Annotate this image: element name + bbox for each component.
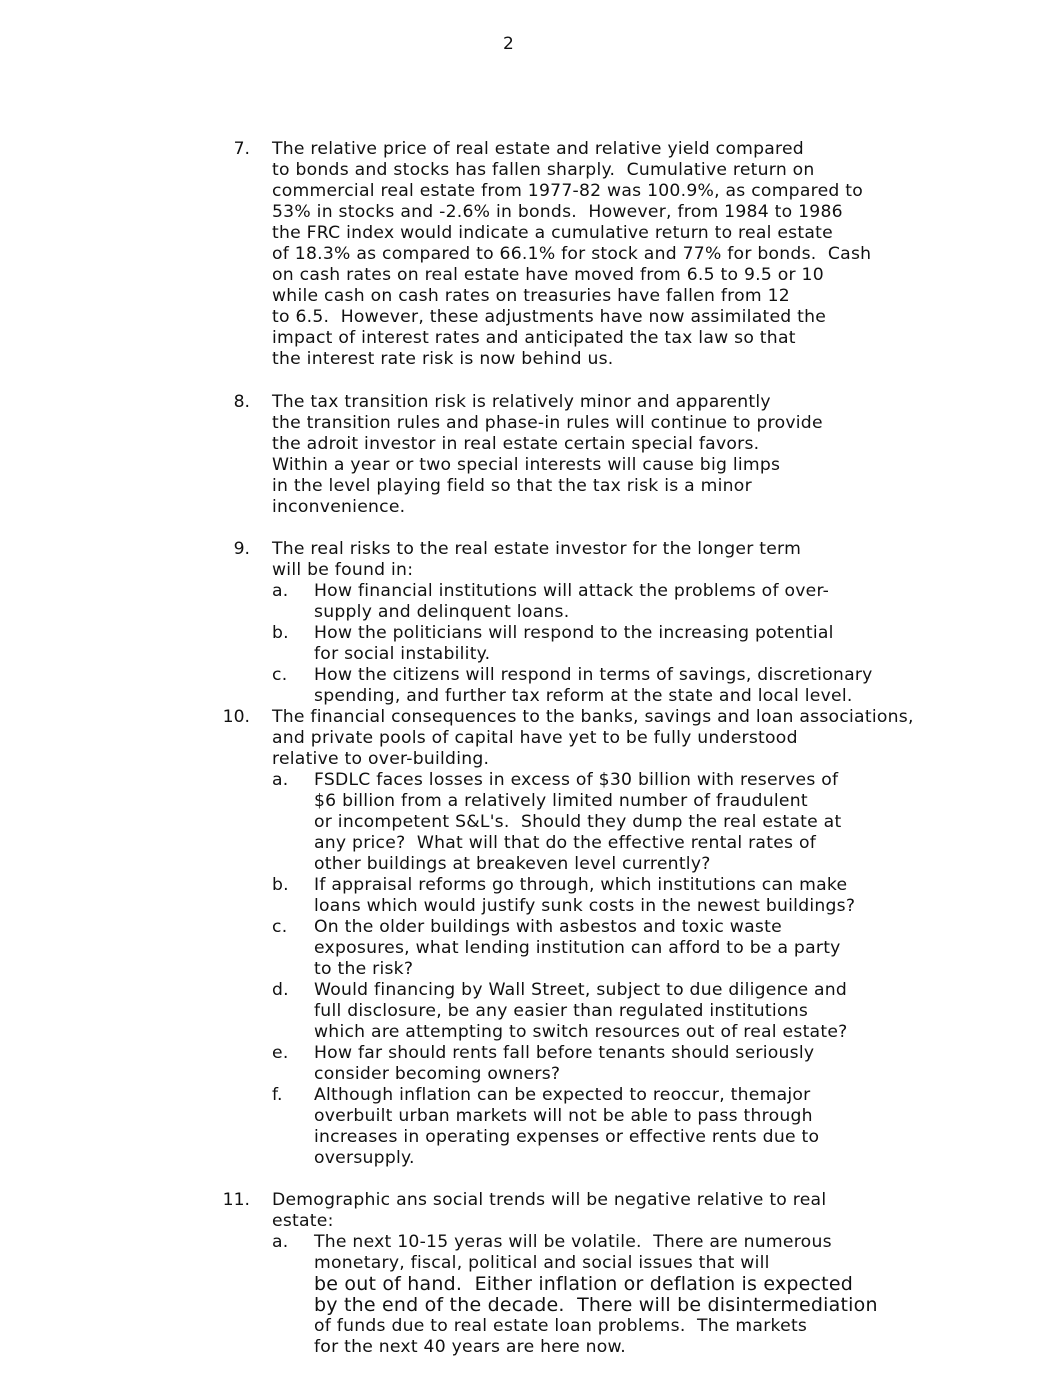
item-number: 10. bbox=[222, 707, 250, 727]
item-text-line: and private pools of capital have yet to be fully understood bbox=[272, 728, 798, 748]
subitem-text-line: overbuilt urban markets will not be able to pass through bbox=[314, 1106, 813, 1126]
item-number: 9. bbox=[233, 539, 250, 559]
subitem-text-line: exposures, what lending institution can afford to be a party bbox=[314, 938, 841, 958]
item-text-line: of 18.3% as compared to 66.1% for stock and 77% for bonds. Cash bbox=[272, 244, 872, 264]
subitem-text-line: any price? What will that do the effective rental rates of bbox=[314, 833, 817, 853]
subitem-text-line: If appraisal reforms go through, which institutions can make bbox=[314, 875, 848, 895]
subitem-text-line: other buildings at breakeven level currently? bbox=[314, 854, 711, 874]
subitem-letter: c. bbox=[272, 665, 288, 685]
subitem-text-line: Although inflation can be expected to reoccur, themajor bbox=[314, 1085, 811, 1105]
item-text-line: The financial consequences to the banks, savings and loan associations, bbox=[272, 707, 914, 727]
item-text-line: in the level playing field so that the tax risk is a minor bbox=[272, 476, 752, 496]
subitem-text-line: How financial institutions will attack the problems of over- bbox=[314, 581, 830, 601]
subitem-letter: f. bbox=[272, 1085, 283, 1105]
item-number: 7. bbox=[233, 139, 250, 159]
item-text-line: commercial real estate from 1977-82 was 100.9%, as compared to bbox=[272, 181, 864, 201]
subitem-text-line: On the older buildings with asbestos and toxic waste bbox=[314, 917, 782, 937]
item-text-line: Within a year or two special interests will cause big limps bbox=[272, 455, 781, 475]
subitem-text-line: be out of hand. Either inflation or deflation is expected bbox=[314, 1273, 853, 1295]
item-text-line: to 6.5. However, these adjustments have now assimilated the bbox=[272, 307, 827, 327]
subitem-text-line: of funds due to real estate loan problems. The markets bbox=[314, 1316, 808, 1336]
subitem-text-line: oversupply. bbox=[314, 1148, 415, 1168]
item-text-line: 53% in stocks and -2.6% in bonds. However, from 1984 to 1986 bbox=[272, 202, 843, 222]
subitem-letter: c. bbox=[272, 917, 288, 937]
subitem-text-line: consider becoming owners? bbox=[314, 1064, 561, 1084]
subitem-text-line: The next 10-15 yeras will be volatile. There are numerous bbox=[314, 1232, 832, 1252]
item-text-line: the adroit investor in real estate certain special favors. bbox=[272, 434, 760, 454]
subitem-letter: d. bbox=[272, 980, 289, 1000]
subitem-text-line: to the risk? bbox=[314, 959, 414, 979]
subitem-text-line: FSDLC faces losses in excess of $30 billion with reserves of bbox=[314, 770, 839, 790]
subitem-letter: b. bbox=[272, 875, 289, 895]
subitem-letter: a. bbox=[272, 1232, 289, 1252]
item-text-line: The real risks to the real estate investor for the longer term bbox=[272, 539, 802, 559]
subitem-text-line: supply and delinquent loans. bbox=[314, 602, 570, 622]
subitem-text-line: full disclosure, be any easier than regulated institutions bbox=[314, 1001, 809, 1021]
subitem-letter: b. bbox=[272, 623, 289, 643]
page-number: 2 bbox=[503, 34, 514, 54]
item-text-line: the transition rules and phase-in rules will continue to provide bbox=[272, 413, 823, 433]
item-text-line: The relative price of real estate and relative yield compared bbox=[272, 139, 804, 159]
subitem-text-line: for the next 40 years are here now. bbox=[314, 1337, 626, 1357]
item-number: 11. bbox=[222, 1190, 250, 1210]
subitem-text-line: How the citizens will respond in terms of savings, discretionary bbox=[314, 665, 873, 685]
item-text-line: inconvenience. bbox=[272, 497, 406, 517]
item-text-line: the FRC index would indicate a cumulative return to real estate bbox=[272, 223, 833, 243]
subitem-letter: e. bbox=[272, 1043, 289, 1063]
item-text-line: while cash on cash rates on treasuries have fallen from 12 bbox=[272, 286, 790, 306]
item-text-line: relative to over-building. bbox=[272, 749, 490, 769]
subitem-text-line: by the end of the decade. There will be disintermediation bbox=[314, 1294, 878, 1316]
item-text-line: on cash rates on real estate have moved from 6.5 to 9.5 or 10 bbox=[272, 265, 824, 285]
subitem-text-line: $6 billion from a relatively limited number of fraudulent bbox=[314, 791, 808, 811]
item-text-line: to bonds and stocks has fallen sharply. Cumulative return on bbox=[272, 160, 815, 180]
item-text-line: the interest rate risk is now behind us. bbox=[272, 349, 614, 369]
subitem-text-line: monetary, fiscal, political and social issues that will bbox=[314, 1253, 770, 1273]
item-number: 8. bbox=[233, 392, 250, 412]
subitem-text-line: loans which would justify sunk costs in the newest buildings? bbox=[314, 896, 856, 916]
subitem-text-line: for social instability. bbox=[314, 644, 491, 664]
item-text-line: impact of interest rates and anticipated the tax law so that bbox=[272, 328, 796, 348]
item-text-line: estate: bbox=[272, 1211, 334, 1231]
subitem-text-line: How far should rents fall before tenants should seriously bbox=[314, 1043, 815, 1063]
item-text-line: Demographic ans social trends will be negative relative to real bbox=[272, 1190, 827, 1210]
item-text-line: will be found in: bbox=[272, 560, 414, 580]
subitem-text-line: How the politicians will respond to the increasing potential bbox=[314, 623, 834, 643]
item-text-line: The tax transition risk is relatively minor and apparently bbox=[272, 392, 771, 412]
subitem-text-line: increases in operating expenses or effective rents due to bbox=[314, 1127, 820, 1147]
subitem-letter: a. bbox=[272, 770, 289, 790]
subitem-text-line: or incompetent S&L's. Should they dump the real estate at bbox=[314, 812, 842, 832]
subitem-text-line: spending, and further tax reform at the state and local level. bbox=[314, 686, 853, 706]
subitem-letter: a. bbox=[272, 581, 289, 601]
subitem-text-line: Would financing by Wall Street, subject to due diligence and bbox=[314, 980, 848, 1000]
subitem-text-line: which are attempting to switch resources out of real estate? bbox=[314, 1022, 848, 1042]
